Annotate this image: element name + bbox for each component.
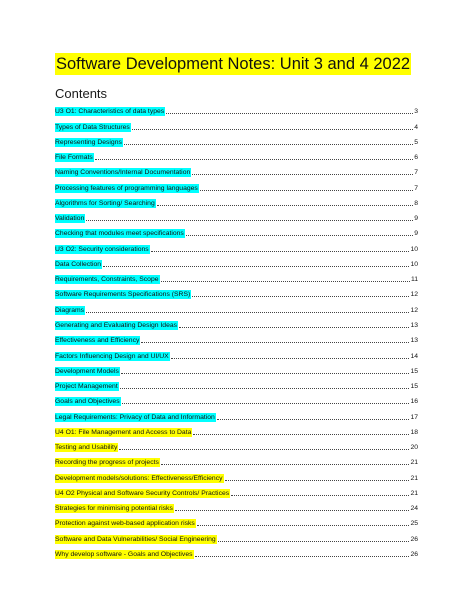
toc-entry-page-number: 7 [414, 169, 418, 177]
toc-dot-leader [166, 113, 413, 114]
toc-entry-label[interactable]: U3 O2: Security considerations [55, 245, 149, 253]
toc-entry-page-number: 17 [410, 413, 418, 421]
toc-entry-page-number: 6 [414, 154, 418, 162]
toc-entry-label[interactable]: Software and Data Vulnerabilities/ Social Engineering [55, 535, 216, 543]
toc-entry-label[interactable]: Requirements, Constraints, Scope [55, 276, 159, 284]
toc-entry-label[interactable]: Why develop software - Goals and Objectives [55, 550, 193, 558]
toc-entry[interactable] [55, 284, 418, 299]
toc-entry[interactable] [55, 223, 418, 238]
toc-entry-label[interactable]: Protection against web-based application risks [55, 520, 195, 528]
toc-entry-label[interactable]: Legal Requirements: Privacy of Data and Information [55, 413, 215, 421]
toc-dot-leader [192, 296, 409, 297]
toc-entry-page-number: 25 [410, 520, 418, 528]
toc-entry[interactable] [55, 467, 418, 482]
toc-entry-page-number: 3 [414, 108, 418, 116]
toc-entry-page-number: 14 [410, 352, 418, 360]
toc-entry[interactable] [55, 101, 418, 116]
toc-entry-page-number: 21 [410, 459, 418, 467]
toc-entry-page-number: 7 [414, 184, 418, 192]
toc-entry[interactable] [55, 299, 418, 314]
toc-entry-page-number: 16 [410, 398, 418, 406]
toc-dot-leader [119, 449, 409, 450]
toc-dot-leader [218, 541, 410, 542]
table-of-contents [55, 101, 418, 559]
contents-heading: Contents [55, 86, 108, 101]
toc-entry-label[interactable]: Validation [55, 215, 85, 223]
toc-entry-page-number: 13 [410, 321, 418, 329]
toc-entry-label[interactable]: Checking that modules meet specifications [55, 230, 184, 238]
toc-dot-leader [95, 159, 413, 160]
toc-entry-label[interactable]: Factors Influencing Design and UI/UX [55, 352, 169, 360]
toc-dot-leader [200, 190, 413, 191]
toc-entry-label[interactable]: U4 O1: File Management and Access to Data [55, 428, 192, 436]
toc-entry-page-number: 5 [414, 138, 418, 146]
toc-entry[interactable] [55, 147, 418, 162]
toc-dot-leader [103, 266, 409, 267]
toc-entry-page-number: 18 [410, 428, 418, 436]
toc-entry[interactable] [55, 544, 418, 559]
toc-entry[interactable] [55, 315, 418, 330]
toc-entry[interactable] [55, 437, 418, 452]
toc-entry[interactable] [55, 162, 418, 177]
toc-entry-page-number: 12 [410, 291, 418, 299]
toc-entry-page-number: 8 [414, 199, 418, 207]
toc-entry-page-number: 20 [410, 444, 418, 452]
toc-entry[interactable] [55, 177, 418, 192]
toc-dot-leader [122, 403, 410, 404]
toc-entry-page-number: 21 [410, 489, 418, 497]
toc-entry[interactable] [55, 513, 418, 528]
toc-dot-leader [86, 312, 409, 313]
toc-entry-label[interactable]: File Formats [55, 154, 93, 162]
toc-dot-leader [132, 129, 413, 130]
toc-entry[interactable] [55, 238, 418, 253]
toc-entry-page-number: 15 [410, 383, 418, 391]
toc-entry-label[interactable]: Software Requirements Specifications (SRS) [55, 291, 191, 299]
toc-entry-page-number: 4 [414, 123, 418, 131]
toc-entry[interactable] [55, 452, 418, 467]
toc-entry-page-number: 9 [414, 215, 418, 223]
toc-entry[interactable] [55, 208, 418, 223]
toc-entry-page-number: 26 [410, 535, 418, 543]
toc-entry[interactable] [55, 254, 418, 269]
toc-entry-label[interactable]: Processing features of programming languages [55, 184, 198, 192]
toc-entry[interactable] [55, 116, 418, 131]
toc-entry-label[interactable]: Recording the progress of projects [55, 459, 159, 467]
toc-dot-leader [231, 495, 409, 496]
toc-dot-leader [217, 419, 410, 420]
toc-entry[interactable] [55, 406, 418, 421]
toc-entry-page-number: 24 [410, 505, 418, 513]
toc-dot-leader [141, 342, 409, 343]
toc-entry-label[interactable]: Types of Data Structures [55, 123, 130, 131]
toc-dot-leader [197, 525, 410, 526]
document-title: Software Development Notes: Unit 3 and 4 2022 [56, 55, 411, 73]
toc-dot-leader [161, 464, 410, 465]
toc-entry-page-number: 12 [410, 306, 418, 314]
toc-dot-leader [193, 434, 409, 435]
toc-entry-page-number: 10 [410, 260, 418, 268]
toc-entry-label[interactable]: Goals and Objectives [55, 398, 120, 406]
toc-dot-leader [157, 205, 413, 206]
toc-dot-leader [195, 556, 410, 557]
toc-dot-leader [161, 281, 410, 282]
toc-entry[interactable] [55, 422, 418, 437]
toc-entry-page-number: 11 [410, 276, 418, 284]
toc-entry-page-number: 15 [410, 367, 418, 375]
toc-entry-label[interactable]: Development models/solutions: Effectiveness/Efficiency [55, 474, 223, 482]
toc-entry[interactable] [55, 132, 418, 147]
toc-dot-leader [120, 388, 410, 389]
toc-entry-label[interactable]: Effectiveness and Efficiency [55, 337, 140, 345]
toc-entry-label[interactable]: Data Collection [55, 260, 102, 268]
toc-entry-page-number: 26 [410, 550, 418, 558]
toc-entry-page-number: 10 [410, 245, 418, 253]
toc-entry-label[interactable]: Algorithms for Sorting/ Searching [55, 199, 155, 207]
toc-entry[interactable] [55, 345, 418, 360]
toc-entry-label[interactable]: Naming Conventions/Internal Documentation [55, 169, 191, 177]
toc-dot-leader [225, 480, 410, 481]
toc-dot-leader [175, 510, 410, 511]
toc-dot-leader [151, 251, 410, 252]
toc-dot-leader [124, 144, 413, 145]
toc-entry[interactable] [55, 528, 418, 543]
toc-entry-label[interactable]: Project Management [55, 383, 118, 391]
toc-entry[interactable] [55, 391, 418, 406]
toc-entry[interactable] [55, 361, 418, 376]
toc-entry-page-number: 21 [410, 474, 418, 482]
toc-entry-label[interactable]: U3 O1: Characteristics of data types [55, 108, 165, 116]
toc-entry[interactable] [55, 330, 418, 345]
toc-entry[interactable] [55, 269, 418, 284]
toc-entry[interactable] [55, 193, 418, 208]
toc-dot-leader [192, 174, 413, 175]
toc-entry[interactable] [55, 376, 418, 391]
toc-entry-label[interactable]: U4 O2 Physical and Software Security Controls/ Practices [55, 489, 230, 497]
toc-entry-label[interactable]: Generating and Evaluating Design Ideas [55, 321, 178, 329]
toc-dot-leader [186, 235, 413, 236]
toc-entry-label[interactable]: Strategies for minimising potential risks [55, 505, 173, 513]
toc-entry[interactable] [55, 483, 418, 498]
toc-dot-leader [179, 327, 409, 328]
toc-dot-leader [86, 220, 413, 221]
toc-entry[interactable] [55, 498, 418, 513]
toc-entry-label[interactable]: Development Models [55, 367, 119, 375]
toc-entry-label[interactable]: Diagrams [55, 306, 85, 314]
toc-entry-page-number: 13 [410, 337, 418, 345]
toc-entry-page-number: 9 [414, 230, 418, 238]
toc-dot-leader [121, 373, 410, 374]
toc-dot-leader [171, 358, 410, 359]
toc-entry-label[interactable]: Testing and Usability [55, 444, 118, 452]
toc-entry-label[interactable]: Representing Designs [55, 138, 122, 146]
